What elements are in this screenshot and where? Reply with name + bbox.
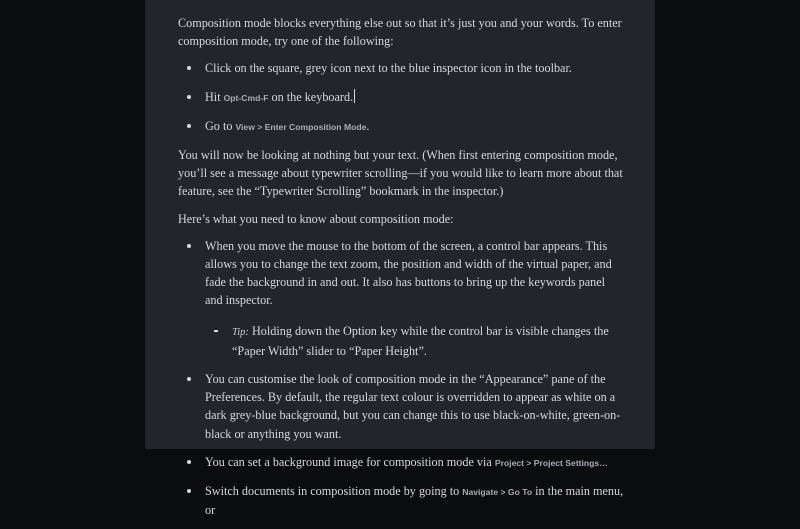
intro-paragraph: Composition mode blocks everything else out so that it’s just you and your words. To enter composition mode, try one of the following: — [178, 16, 622, 49]
text-cursor — [354, 89, 355, 103]
switch-post-text: in the main menu, or — [205, 484, 624, 518]
background-text: You can set a background image for composition mode via — [205, 454, 495, 469]
document-text[interactable] — [178, 14, 624, 529]
tip-label: Tip: — [232, 326, 249, 338]
option-click-icon-text: Click on the square, grey icon next to the blue inspector icon in the toolbar. — [205, 61, 572, 76]
enter-options-list — [178, 59, 624, 136]
option-menu-post: . — [366, 118, 370, 133]
list-item — [178, 117, 624, 136]
list-item — [205, 322, 624, 360]
option-hit-post: on the keyboard. — [268, 89, 354, 104]
list-item — [178, 482, 624, 519]
need-to-know-paragraph: Here’s what you need to know about composition mode: — [178, 211, 454, 226]
points-list — [178, 237, 624, 520]
menu-path-code: View > Enter Composition Mode — [235, 121, 367, 132]
list-item — [178, 370, 624, 443]
looking-paragraph: You will now be looking at nothing but your text. (When first entering composition mode, you’ll see a message about typewriter scrolling—if you would like to learn more about that feature, see the “Typewriter Scrolling” bookmark in the inspector.) — [178, 148, 623, 199]
list-item — [178, 453, 624, 472]
menu-path-code: Project > Project Settings… — [494, 457, 608, 468]
option-hit-pre: Hit — [205, 89, 224, 104]
customise-text: You can customise the look of composition mode in the “Appearance” pane of the Preferences. By default, the regular text colour is overridden to appear as white on a dark grey-blue background, but you can change this to use black-on-white, green-on-black or anything you want. — [205, 372, 621, 441]
composition-paper[interactable] — [145, 0, 655, 518]
list-item — [178, 59, 624, 77]
control-bar-text: When you move the mouse to the bottom of the screen, a control bar appears. This allows you to change the text zoom, the position and width of the virtual paper, and fade the background in and out. It also has buttons to bring up the keywords panel and inspector. — [205, 238, 612, 308]
list-item — [178, 237, 624, 360]
tip-text: Holding down the Option key while the control bar is visible changes the “Paper Width” slider to “Paper Height”. — [232, 323, 609, 358]
shortcut-code: Opt-Cmd-F — [223, 92, 269, 103]
switch-text: Switch documents in composition mode by going to — [205, 484, 463, 499]
list-item — [178, 88, 624, 107]
sub-list — [205, 322, 624, 360]
option-menu-pre: Go to — [205, 118, 236, 133]
menu-path-code: Navigate > Go To — [462, 487, 533, 498]
